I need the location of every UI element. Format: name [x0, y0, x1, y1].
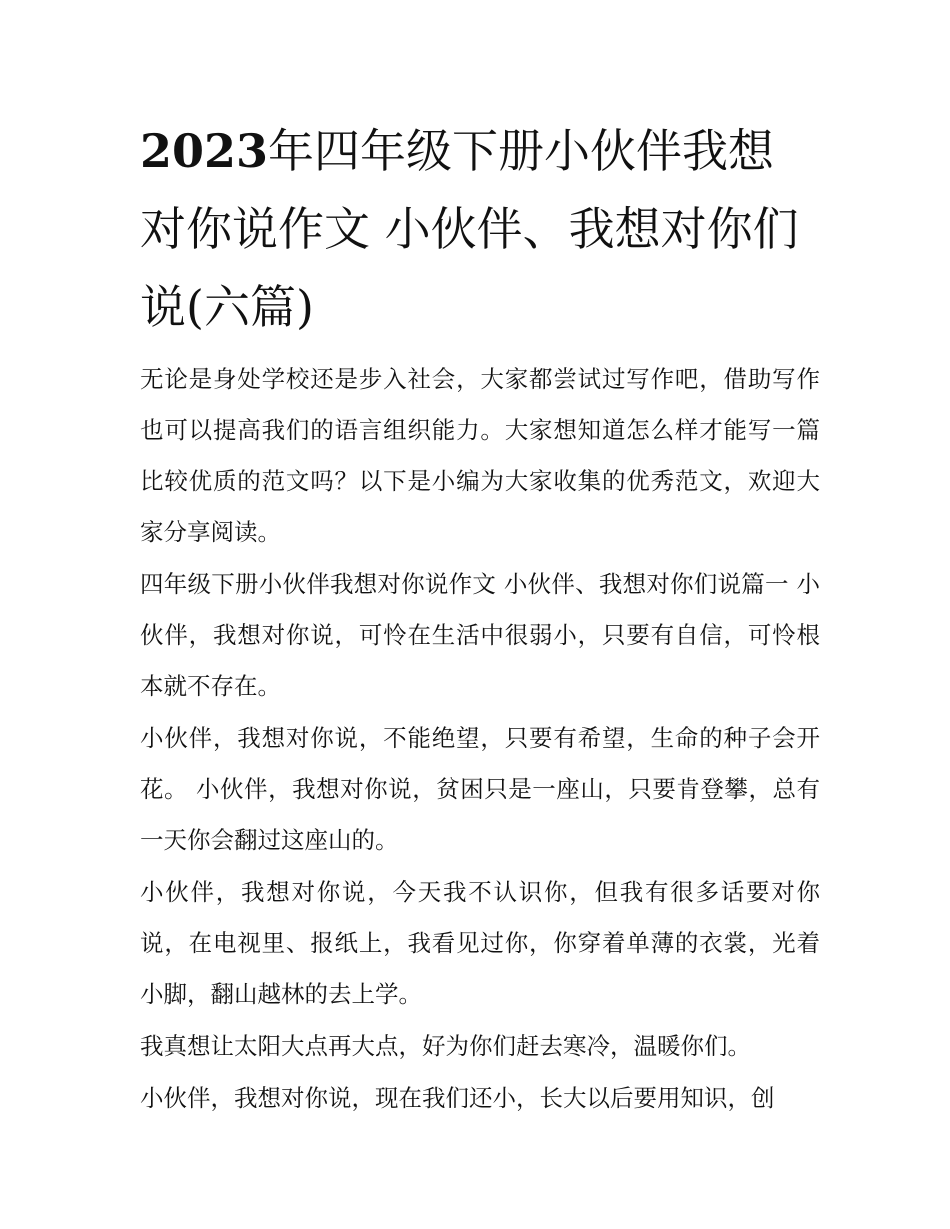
title-year: 2023	[140, 124, 269, 178]
paragraph-school: 小伙伴，我想对你说，今天我不认识你，但我有很多话要对你说，在电视里、报纸上，我看见过你，你穿着单薄的衣裳，光着小脚，翻山越林的去上学。	[140, 878, 820, 1008]
paragraph-knowledge: 小伙伴，我想对你说，现在我们还小，长大以后要用知识，创	[140, 1084, 775, 1112]
paragraph-hope: 小伙伴，我想对你说，不能绝望，只要有希望，生命的种子会开花。 小伙伴，我想对你说，贫困只是一座山，只要肯登攀，总有一天你会翻过这座山的。	[140, 724, 820, 854]
paragraph-sun: 我真想让太阳大点再大点，好为你们赶去寒冷，温暖你们。	[140, 1032, 751, 1060]
title-text: 年四年级下册小伙伴我想对你说作文 小伙伴、我想对你们说(六篇)	[140, 124, 799, 334]
document-body	[140, 354, 820, 1125]
paragraph-section-one: 四年级下册小伙伴我想对你说作文 小伙伴、我想对你们说篇一 小伙伴，我想对你说，可怜在生活中很弱小，只要有自信，可怜根本就不存在。	[140, 570, 820, 700]
paragraph-intro: 无论是身处学校还是步入社会，大家都尝试过写作吧，借助写作也可以提高我们的语言组织能力。大家想知道怎么样才能写一篇比较优质的范文吗？以下是小编为大家收集的优秀范文，欢迎大家分享阅读。	[140, 365, 820, 546]
document-title	[140, 112, 820, 346]
